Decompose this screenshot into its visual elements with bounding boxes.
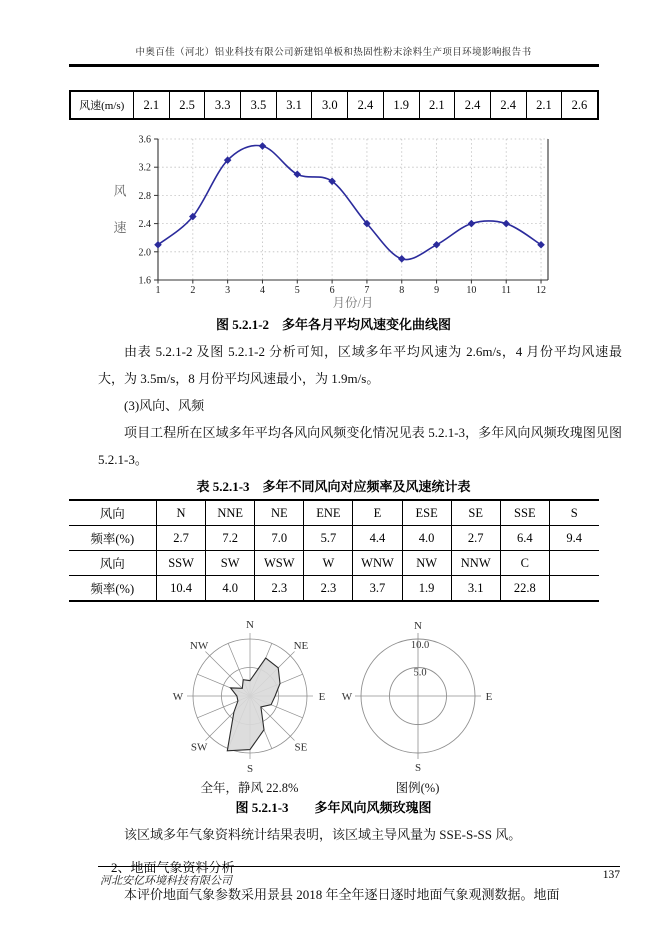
svg-text:SE: SE — [293, 741, 307, 754]
table-cell: 2.5 — [169, 91, 205, 119]
svg-text:2: 2 — [190, 285, 196, 296]
table-row — [69, 576, 599, 602]
table-cell: 10.4 — [157, 576, 206, 602]
svg-text:2.0: 2.0 — [138, 247, 151, 259]
footer-company-name: 河北安亿环境科技有限公司 — [100, 875, 232, 887]
svg-text:速: 速 — [113, 220, 127, 236]
wind-rose-legend-label: 图例(%) — [395, 781, 440, 795]
table-cell: 4.0 — [402, 526, 451, 551]
table-cell: NNE — [206, 500, 255, 526]
table-cell: 2.4 — [490, 91, 526, 119]
table-row — [70, 91, 598, 119]
table-cell: SW — [206, 551, 255, 576]
svg-text:9: 9 — [434, 285, 440, 296]
svg-text:5: 5 — [294, 285, 300, 296]
table-cell: 2.6 — [562, 91, 598, 119]
svg-text:1: 1 — [155, 285, 161, 296]
table-cell: 3.5 — [241, 91, 277, 119]
line-chart-svg — [96, 130, 566, 308]
table-cell: 6.4 — [500, 526, 549, 551]
svg-text:S: S — [414, 761, 421, 774]
page-number: 137 — [602, 869, 620, 881]
table-cell: NNW — [451, 551, 500, 576]
table-cell: 2.3 — [255, 576, 304, 602]
wind-rose-legend-svg — [337, 618, 499, 776]
table-cell: 3.7 — [353, 576, 402, 602]
table-cell — [549, 551, 598, 576]
table-cell: 9.4 — [549, 526, 598, 551]
wind-rose-svg — [169, 618, 331, 776]
paragraph-analysis: 由表 5.2.1-2 及图 5.2.1-2 分析可知，区域多年平均风速为 2.6m/s，4 月份平均风速最大，为 3.5m/s，8 月份平均风速最小，为 1.9m/s。 — [98, 344, 622, 386]
table-cell: S — [549, 500, 598, 526]
table-cell: 频率(%) — [69, 576, 157, 602]
svg-text:6: 6 — [329, 285, 335, 296]
svg-text:3.2: 3.2 — [138, 162, 151, 174]
svg-text:1.6: 1.6 — [138, 275, 151, 287]
svg-text:10.0: 10.0 — [410, 640, 429, 651]
table-cell: 7.0 — [255, 526, 304, 551]
svg-text:W: W — [341, 690, 352, 703]
svg-text:月份/月: 月份/月 — [332, 296, 374, 308]
table-cell: ESE — [402, 500, 451, 526]
table-cell: 2.1 — [419, 91, 455, 119]
table-cell: WSW — [255, 551, 304, 576]
table-cell: N — [157, 500, 206, 526]
wind-rose-figure — [0, 618, 667, 796]
svg-text:2.4: 2.4 — [138, 219, 151, 231]
header-rule — [69, 64, 599, 67]
svg-text:3: 3 — [225, 285, 231, 296]
table-cell: 频率(%) — [69, 526, 157, 551]
svg-text:5.0: 5.0 — [412, 667, 427, 679]
paragraph-subheading-wind-direction: (3)风向、风频 — [124, 398, 205, 413]
table-cell: 3.3 — [205, 91, 241, 119]
table-cell: 7.2 — [206, 526, 255, 551]
table-cell: SSE — [500, 500, 549, 526]
table-cell: 风向 — [69, 551, 157, 576]
table-cell: 2.4 — [348, 91, 384, 119]
paragraph-table-reference: 项目工程所在区域多年平均各风向风频变化情况见表 5.2.1-3，多年风向风频玫瑰图见图 5.2.1-3。 — [98, 425, 622, 467]
svg-text:NE: NE — [293, 639, 308, 652]
table-cell: NW — [402, 551, 451, 576]
table-cell: 2.1 — [134, 91, 170, 119]
table-caption-5213: 表 5.2.1-3 多年不同风向对应频率及风速统计表 — [196, 479, 471, 494]
wind-rose-left — [169, 618, 331, 796]
paragraph-ground-data: 本评价地面气象参数采用景县 2018 年全年逐日逐时地面气象观测数据。地面 — [124, 887, 560, 902]
table-cell: W — [304, 551, 353, 576]
table-cell: NE — [255, 500, 304, 526]
svg-text:风: 风 — [113, 183, 127, 199]
svg-text:2.8: 2.8 — [138, 190, 151, 202]
table-cell: 2.3 — [304, 576, 353, 602]
svg-text:W: W — [172, 690, 183, 703]
table-cell: 2.1 — [526, 91, 562, 119]
table-cell: 3.0 — [312, 91, 348, 119]
table-cell: 风向 — [69, 500, 157, 526]
table-cell: 5.7 — [304, 526, 353, 551]
table-cell: 2.7 — [157, 526, 206, 551]
wind-speed-table — [69, 90, 599, 120]
svg-text:8: 8 — [399, 285, 405, 296]
table-cell: 2.7 — [451, 526, 500, 551]
table-cell: 4.4 — [353, 526, 402, 551]
table-cell — [549, 576, 598, 602]
table-cell: 1.9 — [402, 576, 451, 602]
section-heading-ground-meteorology: 2、地面气象资料分析 — [111, 860, 235, 875]
svg-text:NW: NW — [189, 639, 208, 652]
svg-text:S: S — [246, 762, 253, 775]
table-cell: 3.1 — [451, 576, 500, 602]
svg-text:7: 7 — [364, 285, 370, 296]
table-cell: 风速(m/s) — [70, 91, 134, 119]
table-cell: ENE — [304, 500, 353, 526]
table-cell: WNW — [353, 551, 402, 576]
wind-rose-calm-label: 全年，静风 22.8% — [200, 781, 299, 795]
table-cell: E — [353, 500, 402, 526]
svg-text:E: E — [485, 690, 492, 703]
table-cell: 4.0 — [206, 576, 255, 602]
table-cell: 3.1 — [276, 91, 312, 119]
table-cell: SE — [451, 500, 500, 526]
table-row — [69, 526, 599, 551]
page-header-title: 中奥百佳（河北）铝业科技有限公司新建铝单板和热固性粉末涂料生产项目环境影响报告书 — [135, 48, 532, 58]
table-cell: SSW — [157, 551, 206, 576]
paragraph-conclusion: 该区域多年气象资料统计结果表明，该区域主导风量为 SSE-S-SS 风。 — [124, 827, 522, 842]
table-row — [69, 500, 599, 526]
svg-text:N: N — [413, 619, 422, 632]
table-cell: 2.4 — [455, 91, 491, 119]
wind-direction-frequency-table — [69, 499, 599, 602]
wind-rose-legend — [337, 618, 499, 796]
svg-text:12: 12 — [536, 285, 547, 296]
page-footer — [98, 866, 620, 896]
table-cell: 1.9 — [383, 91, 419, 119]
wind-speed-chart — [96, 130, 566, 313]
table-cell: C — [500, 551, 549, 576]
svg-text:3.6: 3.6 — [138, 134, 151, 146]
table-row — [69, 551, 599, 576]
figure-caption-5213: 图 5.2.1-3 多年风向风频玫瑰图 — [235, 800, 432, 815]
table-cell: 22.8 — [500, 576, 549, 602]
svg-text:4: 4 — [259, 285, 265, 296]
svg-text:E: E — [318, 690, 325, 703]
svg-text:N: N — [245, 618, 254, 631]
svg-text:SW: SW — [190, 741, 207, 754]
figure-caption-5212: 图 5.2.1-2 多年各月平均风速变化曲线图 — [215, 317, 452, 332]
svg-text:11: 11 — [501, 285, 512, 296]
svg-text:10: 10 — [466, 285, 477, 296]
